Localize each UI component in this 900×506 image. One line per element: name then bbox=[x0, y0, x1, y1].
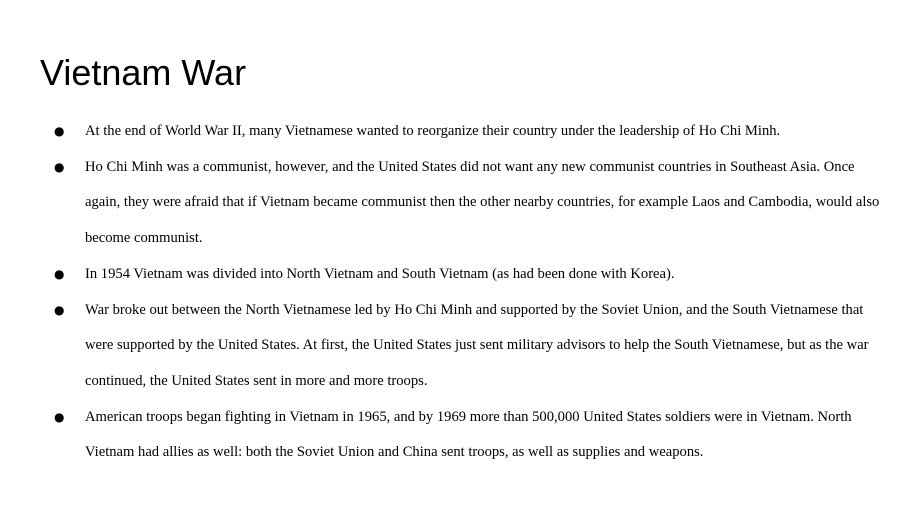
bullet-text: In 1954 Vietnam was divided into North Vietnam and South Vietnam (as had been done with Korea). bbox=[85, 265, 675, 282]
bullet-text: At the end of World War II, many Vietnamese wanted to reorganize their country under the leadership of Ho Chi Minh. bbox=[85, 123, 781, 139]
bullet-point-icon: ● bbox=[54, 266, 65, 281]
bullet-point-icon: ● bbox=[54, 124, 65, 138]
bullet-item bbox=[40, 257, 890, 293]
bullet-text: Ho Chi Minh was a communist, however, and the United States did not want any new communist countries in Southeast Asia. Once again, they were afraid that if Vietnam became communist then the other nearby countries, for example Laos and Cambodia, would also become communist. bbox=[85, 158, 880, 247]
bullet-text: American troops began fighting in Vietnam in 1965, and by 1969 more than 500,000 United States soldiers were in Vietnam. North Vietnam had allies as well: both the Soviet Union and China sent troops, as well as supplies and weapons. bbox=[85, 408, 852, 461]
bullet-point-icon: ● bbox=[54, 409, 65, 424]
bullet-item bbox=[40, 293, 890, 400]
bullet-point-icon: ● bbox=[54, 159, 65, 174]
bullet-item bbox=[40, 400, 890, 471]
slide-title: Vietnam War bbox=[40, 52, 247, 93]
bullet-item bbox=[40, 150, 890, 257]
bullet-point-icon: ● bbox=[54, 302, 65, 317]
bullet-text: War broke out between the North Vietnamese led by Ho Chi Minh and supported by the Soviet Union, and the South Vietnamese that were supported by the United States. At first, the United States just sent military advisors to help the South Vietnamese, but as the war continued, the United States sent in more and more troops. bbox=[85, 301, 869, 389]
bullet-item bbox=[40, 114, 890, 150]
bullet-list bbox=[40, 114, 890, 471]
